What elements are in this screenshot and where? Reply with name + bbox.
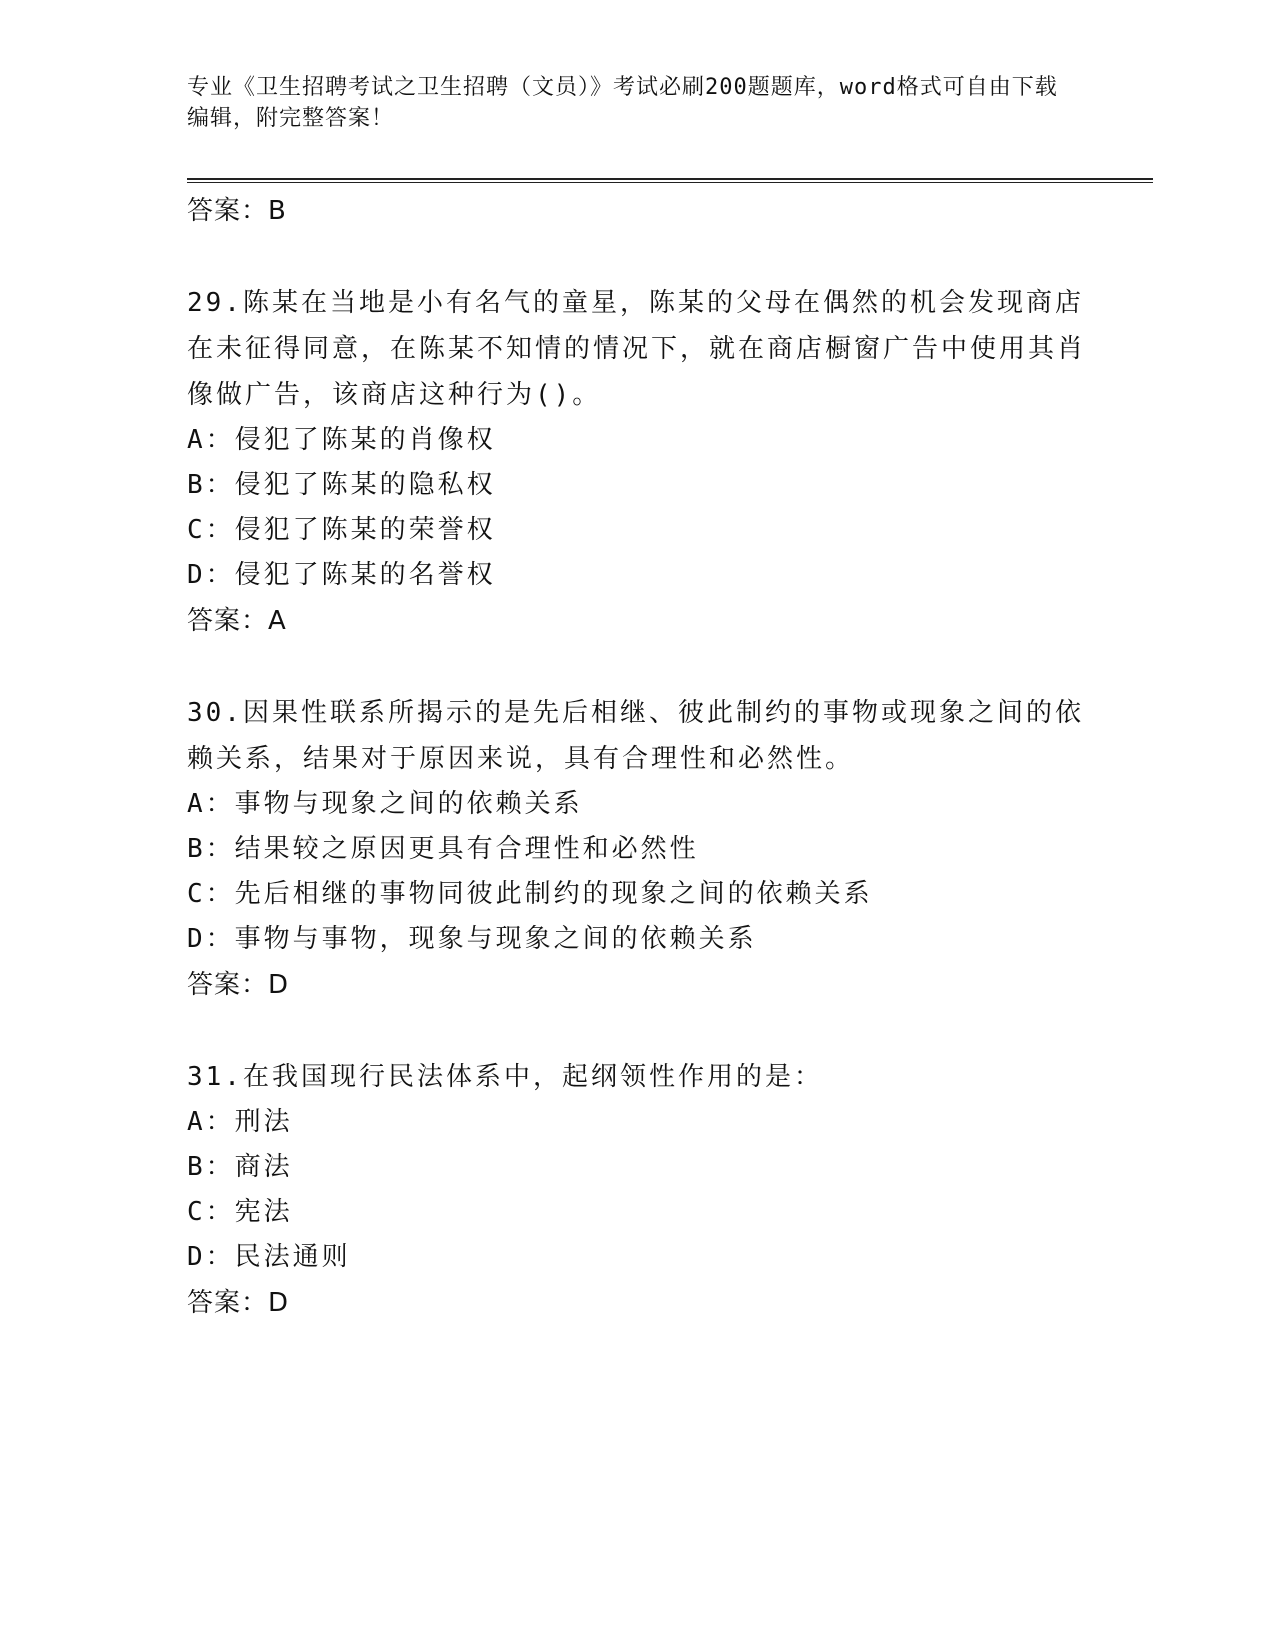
option-b: B：侵犯了陈某的隐私权 bbox=[187, 470, 496, 500]
option-c: C：宪法 bbox=[187, 1197, 293, 1227]
option-d: D：侵犯了陈某的名誉权 bbox=[187, 560, 496, 590]
page-header-title: 专业《卫生招聘考试之卫生招聘（文员）》考试必刷200题题库，word格式可自由下载编辑，附完整答案！ bbox=[187, 75, 1058, 131]
option-a: A：事物与现象之间的依赖关系 bbox=[187, 789, 583, 819]
option-c: C：先后相继的事物同彼此制约的现象之间的依赖关系 bbox=[187, 879, 873, 909]
question-block bbox=[187, 280, 1087, 644]
spacer bbox=[187, 1008, 1087, 1054]
question-stem: 30.因果性联系所揭示的是先后相继、彼此制约的事物或现象之间的依赖关系，结果对于原因来说，具有合理性和必然性。 bbox=[187, 698, 1084, 774]
header-divider-thick bbox=[187, 178, 1153, 180]
question-stem: 29.陈某在当地是小有名气的童星，陈某的父母在偶然的机会发现商店在未征得同意，在陈某不知情的情况下，就在商店橱窗广告中使用其肖像做广告，该商店这种行为()。 bbox=[187, 288, 1087, 410]
previous-answer: 答案：B bbox=[187, 196, 287, 226]
question-block bbox=[187, 1054, 1087, 1326]
spacer bbox=[187, 234, 1087, 280]
answer-line: 答案：A bbox=[187, 606, 287, 636]
spacer bbox=[187, 644, 1087, 690]
question-block bbox=[187, 690, 1087, 1008]
option-a: A：侵犯了陈某的肖像权 bbox=[187, 425, 496, 455]
question-list bbox=[187, 188, 1087, 1326]
option-b: B：商法 bbox=[187, 1152, 293, 1182]
option-d: D：事物与事物，现象与现象之间的依赖关系 bbox=[187, 924, 757, 954]
option-a: A：刑法 bbox=[187, 1107, 293, 1137]
option-b: B：结果较之原因更具有合理性和必然性 bbox=[187, 834, 699, 864]
question-stem: 31.在我国现行民法体系中，起纲领性作用的是： bbox=[187, 1062, 823, 1092]
option-d: D：民法通则 bbox=[187, 1242, 351, 1272]
answer-line: 答案：D bbox=[187, 1288, 290, 1318]
header-divider-thin bbox=[187, 182, 1153, 183]
answer-line: 答案：D bbox=[187, 970, 290, 1000]
option-c: C：侵犯了陈某的荣誉权 bbox=[187, 515, 496, 545]
